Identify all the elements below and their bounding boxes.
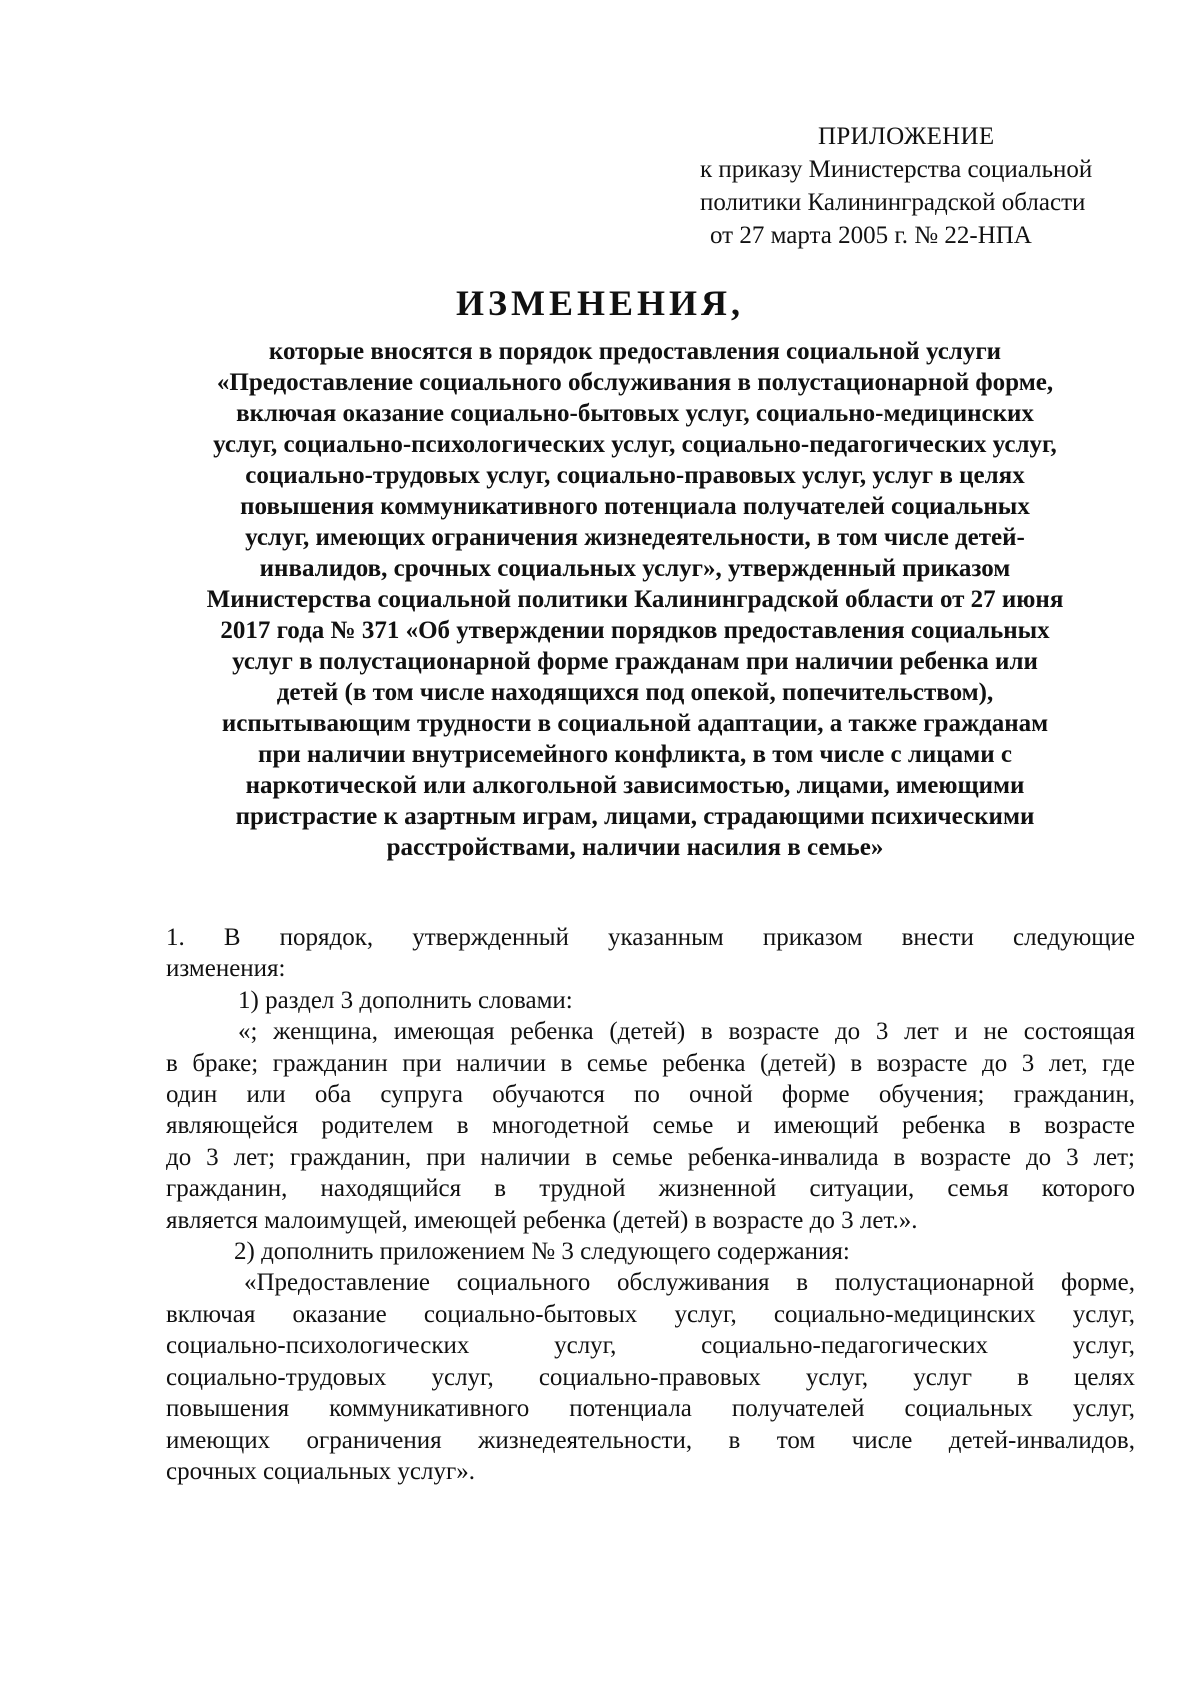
document-subtitle — [130, 336, 1140, 863]
appendix-title: ПРИЛОЖЕНИЕ — [818, 123, 995, 150]
subtitle-line: наркотической или алкогольной зависимостью, лицами, имеющими — [245, 772, 1025, 799]
appendix-date: от 27 марта 2005 г. № 22-НПА — [710, 222, 1032, 249]
subtitle-line: услуг, социально-психологических услуг, социально-педагогических услуг, — [213, 431, 1057, 458]
quote-2-line: срочных социальных услуг». — [166, 1457, 475, 1485]
item-1-heading: 1) раздел 3 дополнить словами: — [238, 986, 573, 1014]
document-title: ИЗМЕНЕНИЯ, — [455, 283, 744, 323]
subtitle-line: при наличии внутрисемейного конфликта, в том числе с лицами с — [258, 741, 1012, 768]
quote-1-line: являющейся родителем в многодетной семье и имеющий ребенка в возрасте — [166, 1112, 1135, 1140]
quote-2-line: социально-психологических услуг, социально-педагогических услуг, — [166, 1332, 1135, 1360]
subtitle-line: услуг в полустационарной форме гражданам при наличии ребенка или — [232, 648, 1038, 675]
quote-1-line: «; женщина, имеющая ребенка (детей) в возрасте до 3 лет и не состоящая — [238, 1018, 1135, 1046]
paragraph-1-line: 1. В порядок, утвержденный указанным приказом внести следующие — [166, 924, 1135, 951]
quote-2-line: социально-трудовых услуг, социально-правовых услуг, услуг в целях — [166, 1363, 1135, 1391]
paragraph-1-line: изменения: — [166, 955, 286, 983]
appendix-line-1: к приказу Министерства социальной — [700, 156, 1093, 183]
subtitle-line: услуг, имеющих ограничения жизнедеятельности, в том числе детей- — [245, 524, 1025, 551]
appendix-block — [700, 120, 1130, 252]
subtitle-line: Министерства социальной политики Калининградской области от 27 июня — [206, 586, 1064, 613]
quote-2-line: включая оказание социально-бытовых услуг, социально-медицинских услуг, — [166, 1300, 1135, 1328]
quote-1-line: гражданин, находящийся в трудной жизненной ситуации, семья которого — [166, 1175, 1135, 1203]
quote-2-line: повышения коммуникативного потенциала получателей социальных услуг, — [166, 1395, 1135, 1423]
subtitle-line: испытывающим трудности в социальной адаптации, а также гражданам — [221, 710, 1049, 737]
subtitle-line: расстройствами, наличии насилия в семье» — [386, 834, 884, 861]
subtitle-line: инвалидов, срочных социальных услуг», утвержденный приказом — [259, 555, 1011, 582]
quote-1-line: является малоимущей, имеющей ребенка (детей) в возрасте до 3 лет.». — [166, 1206, 918, 1234]
quote-1-line: один или оба супруга обучаются по очной форме обучения; гражданин, — [166, 1081, 1135, 1109]
quote-1-line: в браке; гражданин при наличии в семье ребенка (детей) в возрасте до 3 лет, где — [166, 1049, 1135, 1077]
subtitle-line: включая оказание социально-бытовых услуг, социально-медицинских — [236, 400, 1034, 427]
subtitle-line: детей (в том числе находящихся под опекой, попечительством), — [276, 679, 994, 706]
subtitle-line: пристрастие к азартным играм, лицами, страдающими психическими — [235, 803, 1035, 830]
document-body — [166, 922, 1135, 1487]
item-2-heading: 2) дополнить приложением № 3 следующего содержания: — [234, 1238, 850, 1266]
quote-1-line: до 3 лет; гражданин, при наличии в семье ребенка-инвалида в возрасте до 3 лет; — [166, 1143, 1135, 1171]
subtitle-line: которые вносятся в порядок предоставления социальной услуги — [268, 338, 1002, 365]
quote-2-line: имеющих ограничения жизнедеятельности, в том числе детей-инвалидов, — [166, 1426, 1135, 1454]
quote-2-line: «Предоставление социального обслуживания в полустационарной форме, — [244, 1269, 1135, 1297]
subtitle-line: социально-трудовых услуг, социально-правовых услуг, услуг в целях — [245, 462, 1025, 489]
appendix-line-2: политики Калининградской области — [700, 189, 1086, 216]
subtitle-line: 2017 года № 371 «Об утверждении порядков предоставления социальных — [220, 617, 1050, 644]
subtitle-line: «Предоставление социального обслуживания в полустационарной форме, — [216, 369, 1054, 396]
subtitle-line: повышения коммуникативного потенциала получателей социальных — [240, 493, 1030, 520]
